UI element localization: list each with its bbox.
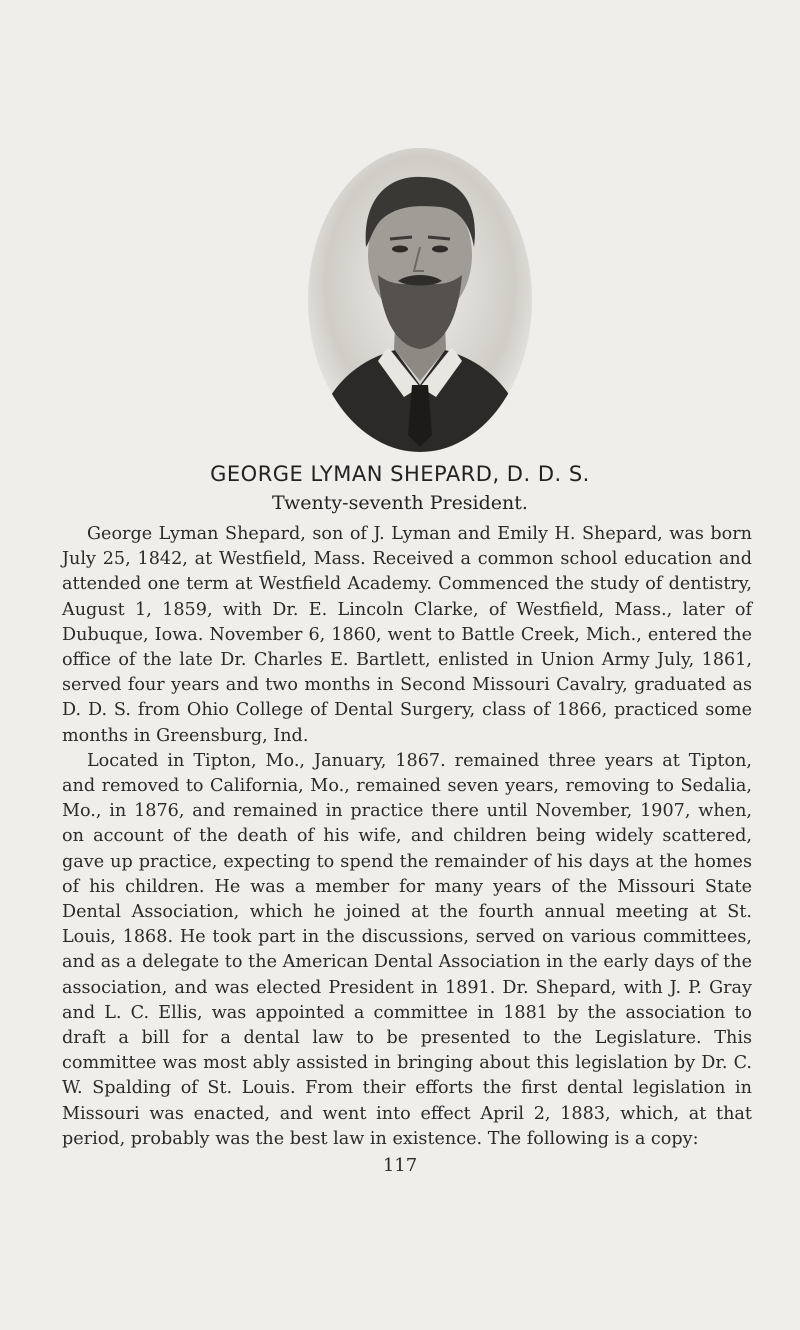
- paragraph: Located in Tipton, Mo., January, 1867. remained three years at Tipton, and removed to California, Mo., remained seven years, removing to Sedalia, Mo., in 1876, and remained in practice there until November, 1907, when, on account of the death of his wife, and children being widely scattered, gave up practice, expecting to spend the remainder of his days at the homes of his children. He was a member for many years of the Missouri State Dental Association, which he joined at the fourth annual meeting at St. Louis, 1868. He took part in the discussions, served on various committees, and as a delegate to the American Dental Association in the early days of the association, and was elected President in 1891. Dr. Shepard, with J. P. Gray and L. C. Ellis, was appointed a committee in 1881 by the association to draft a bill for a dental law to be presented to the Legislature. This committee was most ably assisted in bringing about this legislation by Dr. C. W. Spalding of St. Louis. From their efforts the first dental legislation in Missouri was enacted, and went into effect April 2, 1883, which, at that period, probably was the best law in existence. The following is a copy:: [62, 750, 752, 1149]
- paragraph: George Lyman Shepard, son of J. Lyman and Emily H. Shepard, was born July 25, 1842, at Westfield, Mass. Received a common school education and attended one term at Westfield Academy. Commenced the study of dentistry, August 1, 1859, with Dr. E. Lincoln Clarke, of Westfield, Mass., later of Dubuque, Iowa. November 6, 1860, went to Battle Creek, Mich., entered the office of the late Dr. Charles E. Bartlett, enlisted in Union Army July, 1861, served four years and two months in Second Missouri Cavalry, graduated as D. D. S. from Ohio College of Dental Surgery, class of 1866, practiced some months in Greensburg, Ind.: [62, 524, 752, 746]
- body-text: [62, 522, 752, 1152]
- caption-name: GEORGE LYMAN SHEPARD, D. D. S.: [210, 462, 590, 486]
- portrait-photo: [300, 135, 540, 455]
- caption-title: Twenty-seventh President.: [272, 492, 528, 514]
- page-number: 117: [382, 1155, 418, 1176]
